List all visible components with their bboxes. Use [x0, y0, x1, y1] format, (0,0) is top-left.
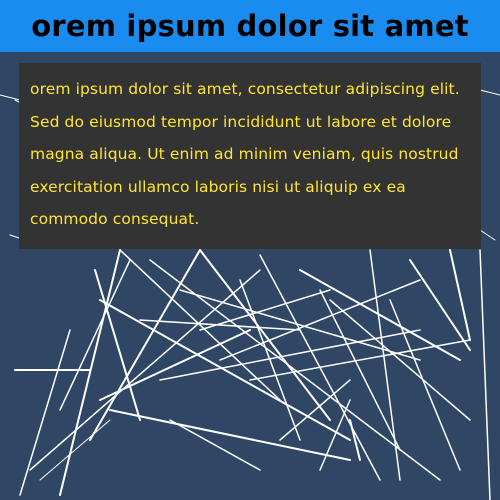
background-line: [370, 250, 400, 480]
background-line: [450, 250, 470, 340]
background-line: [100, 300, 350, 440]
background-line: [40, 420, 110, 480]
header-bar: [0, 0, 500, 52]
text-panel: [19, 63, 481, 249]
background-line: [320, 290, 400, 450]
background-line: [480, 230, 495, 240]
background-line: [280, 380, 350, 440]
background-line: [150, 260, 440, 480]
body-paragraph: orem ipsum dolor sit amet, consectetur adipiscing elit. Sed do eiusmod tempor incididunt ut labore et dolore magna aliqua. Ut enim ad minim veniam, quis nostrud exercitation ullamco laboris nisi ut aliquip ex ea commodo consequat.: [30, 80, 460, 228]
background-line: [480, 250, 490, 500]
background-line: [390, 300, 460, 470]
page-title: orem ipsum dolor sit amet: [31, 9, 469, 43]
background-line: [20, 330, 70, 495]
background-line: [95, 270, 140, 420]
background-line: [170, 420, 260, 470]
background-line: [240, 280, 300, 440]
background-line: [90, 250, 200, 440]
background-line: [140, 320, 300, 330]
background-line: [480, 90, 500, 95]
background-line: [60, 250, 120, 495]
background-line: [0, 95, 20, 100]
